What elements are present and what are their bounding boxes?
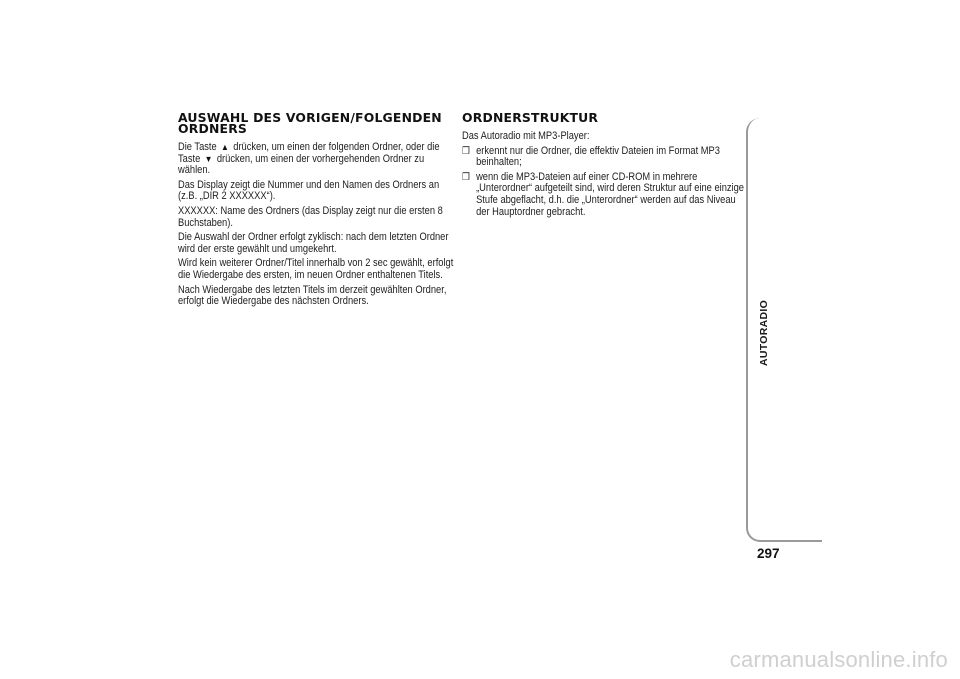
right-column [462,110,744,221]
section-heading-folder-selection: AUSWAHL DES VORIGEN/FOLGENDEN ORDNERS [178,110,442,136]
triangle-up-icon: ▲ [221,142,229,152]
paragraph-cyclic-selection: Die Auswahl der Ordner erfolgt zyklisch: nach dem letzten Ordner wird der erste gewählt und umgekehrt. [178,231,449,255]
paragraph-next-folder: Nach Wiedergabe des letzten Titels im derzeit gewählten Ordner, erfolgt die Wiedergabe des nächsten Ordners. [178,283,447,308]
paragraph-folder-name: XXXXXX: Name des Ordners (das Display zeigt nur die ersten 8 Buchstaben). [178,204,443,229]
list-item [462,146,747,169]
paragraph-timeout-playback: Wird kein weiterer Ordner/Titel innerhalb von 2 sec gewählt, erfolgt die Wiedergabe des ersten, im neuen Ordner enthaltenen Titels. [178,257,454,281]
chapter-label: AUTORADIO [758,299,770,366]
section-heading-folder-structure: ORDNERSTRUKTUR [462,110,599,125]
checkbox-bullet-icon: ❒ [462,145,470,157]
text-fragment: drücken, um einen der folgenden Ordner, oder die Taste [178,141,440,165]
paragraph-key-instructions [178,142,455,177]
page-number: 297 [757,546,780,561]
list-item-text: wenn die MP3-Dateien auf einer CD-ROM in mehrere „Unterordner“ aufgeteilt sind, wird deren Struktur auf eine einzige Stufe abgeflacht, d.h. die „Unterordner“ werden auf das Niveau der Hauptordner gebracht. [476,170,744,218]
text-fragment: Die Taste [178,141,217,153]
triangle-down-icon: ▼ [204,153,213,164]
checkbox-bullet-icon: ❒ [462,171,470,183]
bullet-list [462,144,744,219]
text-fragment: drücken, um einen der vorhergehenden Ordner zu wählen. [178,152,425,177]
paragraph-intro: Das Autoradio mit MP3-Player: [462,130,590,142]
left-column [178,112,454,311]
paragraph-display-info: Das Display zeigt die Nummer und den Namen des Ordners an (z.B. „DIR 2 XXXXXX“). [178,178,440,203]
watermark: carmanualsonline.info [729,647,948,672]
list-item-text: erkennt nur die Ordner, die effektiv Dateien im Format MP3 beinhalten; [476,144,720,169]
list-item [462,172,747,218]
